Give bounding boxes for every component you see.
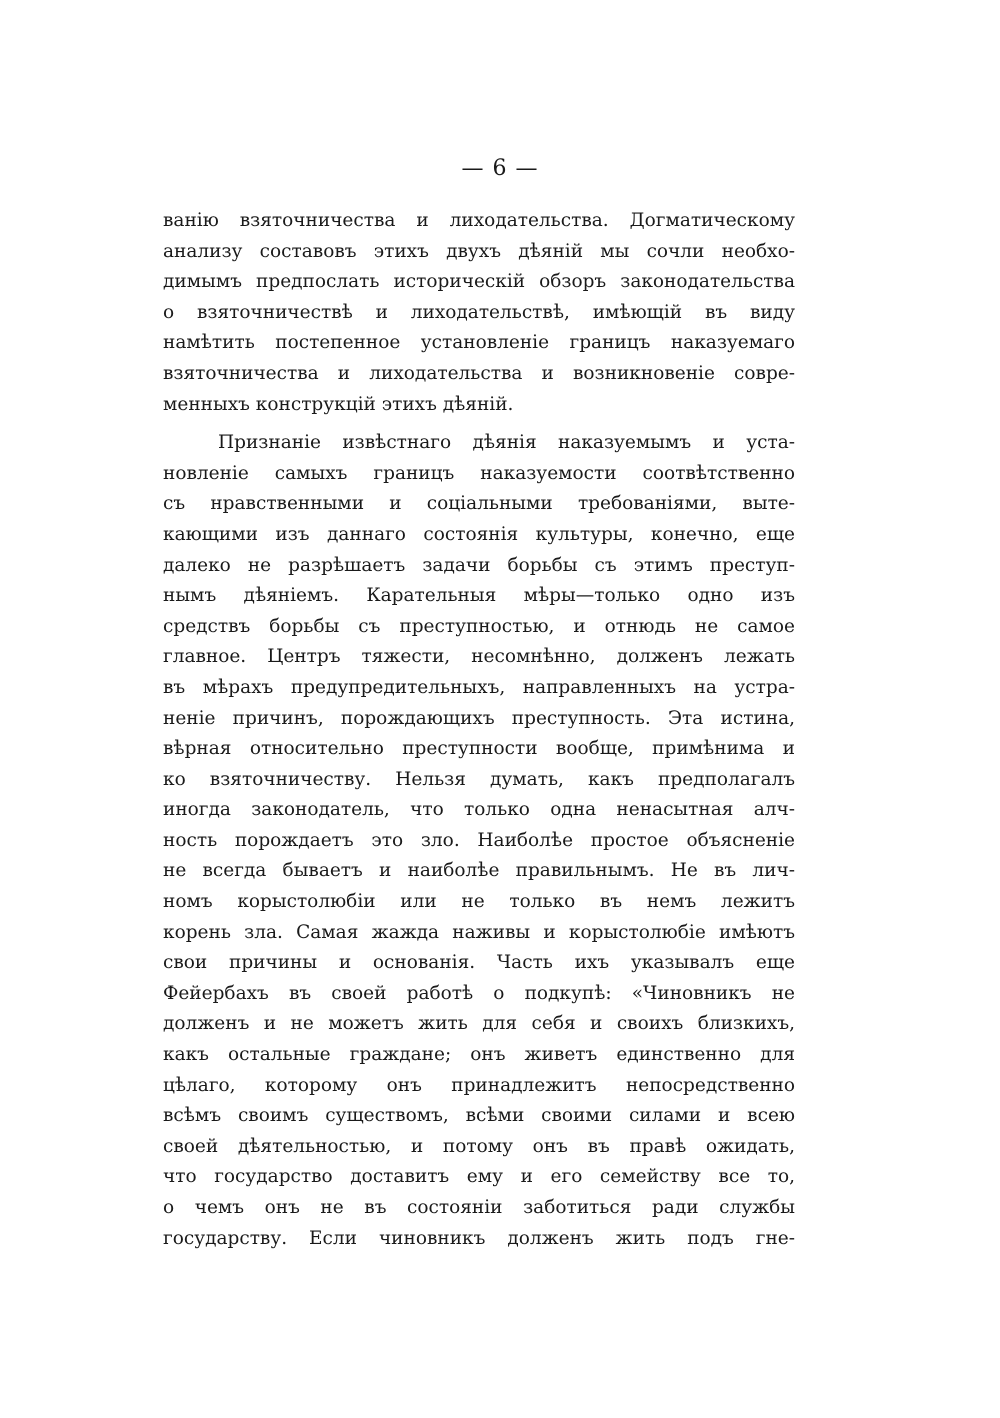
- text-line: далеко не разрѣшаетъ задачи борьбы съ этимъ преступ-: [163, 554, 795, 576]
- text-line: намѣтить постепенное установленіе границъ наказуемаго: [163, 332, 795, 354]
- text-line: кающими изъ даннаго состоянія культуры, конечно, еще: [163, 523, 795, 545]
- text-line: Признаніе извѣстнаго дѣянія наказуемымъ и уста-: [218, 432, 795, 454]
- text-line: ность порождаетъ это зло. Наиболѣе простое объясненіе: [163, 829, 795, 851]
- text-line: долженъ и не можетъ жить для себя и своихъ близкихъ,: [163, 1013, 795, 1035]
- text-line: иногда законодатель, что только одна ненасытная алч-: [163, 799, 795, 821]
- text-line: государству. Если чиновникъ долженъ жить подъ гне-: [163, 1227, 795, 1249]
- text-line: въ мѣрахъ предупредительныхъ, направленныхъ на устра-: [163, 676, 795, 698]
- text-line: димымъ предпослать историческій обзоръ законодательства: [163, 271, 795, 293]
- text-line: какъ остальные граждане; онъ живетъ единственно для: [163, 1044, 795, 1066]
- text-line: ко взяточничеству. Нельзя думать, какъ предполагалъ: [163, 768, 795, 790]
- text-line: менныхъ конструкцій этихъ дѣяній.: [163, 393, 514, 415]
- text-line: цѣлаго, которому онъ принадлежитъ непосредственно: [163, 1074, 795, 1096]
- paragraph-2: [163, 428, 795, 1254]
- text-line: своей дѣятельностью, и потому онъ въ правѣ ожидать,: [163, 1135, 795, 1157]
- text-line: не всегда бываетъ и наиболѣе правильнымъ. Не въ лич-: [163, 860, 795, 882]
- page-number: — 6 —: [461, 156, 539, 181]
- text-line: о взяточничествѣ и лиходательствѣ, имѣющій въ виду: [163, 301, 795, 323]
- text-line: о чемъ онъ не въ состояніи заботиться ради службы: [163, 1197, 795, 1218]
- text-line: свои причины и основанія. Часть ихъ указывалъ еще: [163, 952, 795, 974]
- text-line: главное. Центръ тяжести, несомнѣнно, долженъ лежать: [163, 646, 795, 668]
- text-line: вѣрная относительно преступности вообще, примѣнима и: [163, 738, 795, 760]
- text-line: номъ корыстолюбіи или не только въ немъ лежитъ: [163, 891, 795, 913]
- text-line: нымъ дѣяніемъ. Карательныя мѣры—только одно изъ: [163, 585, 795, 607]
- text-line: Фейербахъ въ своей работѣ о подкупѣ: «Чиновникъ не: [163, 982, 795, 1004]
- text-line: всѣмъ своимъ существомъ, всѣми своими силами и всею: [163, 1105, 795, 1127]
- text-line: ванію взяточничества и лиходательства. Догматическому: [163, 210, 795, 231]
- text-line: взяточничества и лиходательства и возникновеніе совре-: [163, 362, 795, 384]
- text-line: средствъ борьбы съ преступностью, и отнюдь не самое: [163, 615, 795, 637]
- text-line: анализу составовъ этихъ двухъ дѣяній мы сочли необхо-: [163, 240, 795, 262]
- text-line: съ нравственными и соціальными требованіями, выте-: [163, 493, 795, 515]
- text-line: корень зла. Самая жажда наживы и корыстолюбіе имѣютъ: [163, 921, 795, 943]
- text-line: что государство доставитъ ему и его семейству все то,: [163, 1166, 795, 1188]
- text-line: новленіе самыхъ границъ наказуемости соотвѣтственно: [163, 462, 795, 484]
- paragraph-gap: [163, 420, 795, 428]
- body-text: [163, 206, 795, 1254]
- text-line: неніе причинъ, порождающихъ преступность. Эта истина,: [163, 707, 795, 729]
- paragraph-1: [163, 206, 795, 420]
